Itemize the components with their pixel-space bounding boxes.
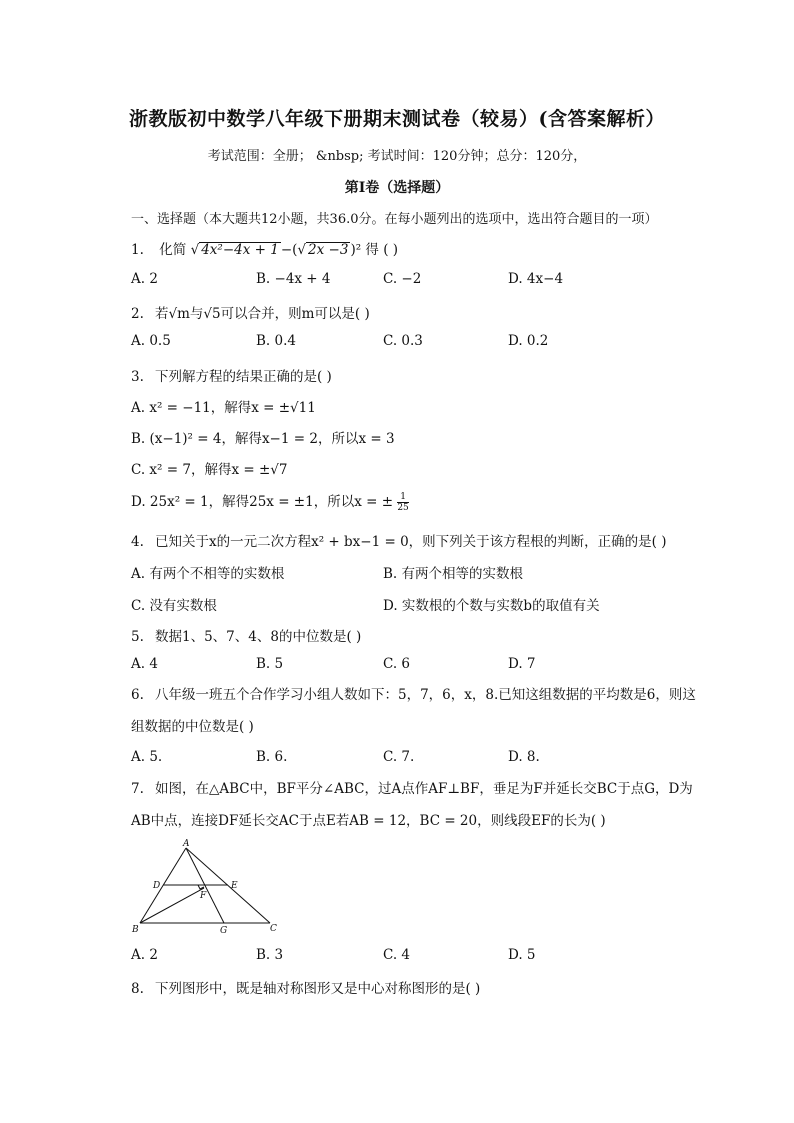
label-b: B [132,925,139,935]
question-5 [131,625,361,645]
option-c: C. −2 [383,271,422,287]
page-title: 浙教版初中数学八年级下册期末测试卷（较易）(含答案解析） [129,108,665,130]
option-c: C. 0.3 [383,333,423,349]
question-stem: 下列解方程的结果正确的是( ) [155,369,332,385]
question-stem-pre: 化简 [159,242,187,258]
question-stem: 下列图形中，既是轴对称图形又是中心对称图形的是( ) [155,981,481,997]
question-number: 3. [131,369,144,385]
question-number: 2. [131,306,144,322]
radical-sign: √ [190,242,200,258]
question-stem-post: 得 ( ) [365,242,399,258]
math-minus: −( [280,242,298,258]
question-stem: 如图，在△ABC中，BF平分∠ABC，过A点作AF⊥BF，垂足为F并延长交BC于点G，D为AB中点，连接DF延长交AC于点E若AB = 12，BC = 20，则线段EF的长为( ) [131,781,693,829]
option-a: A. 4 [131,656,158,672]
option-c: C. 4 [383,947,411,963]
label-d: D [153,881,161,891]
question-stem: 数据1、5、7、4、8的中位数是( ) [155,629,362,645]
option-d: D. 0.2 [508,333,549,349]
label-a: A [183,839,190,849]
option-d: D. 4x−4 [508,271,564,287]
part-heading: 第I卷（选择题） [344,180,450,196]
label-e: E [231,881,238,891]
option-d: D. 实数根的个数与实数b的取值有关 [383,598,600,614]
question-number: 1. [131,242,144,258]
radicand: 4x²−4x + 1 [201,242,279,258]
exam-info: 考试范围：全册； &nbsp; 考试时间：120分钟；总分：120分， [207,149,587,164]
option-a: A. 2 [131,271,158,287]
option-c: C. 6 [383,656,411,672]
option-b: B. 6. [256,749,288,765]
option-b: B. −4x + 4 [256,271,331,287]
option-d-text: D. 25x² = 1，解得25x = ±1，所以x = ± [131,494,394,510]
option-b: B. (x−1)² = 4，解得x−1 = 2，所以x = 3 [131,431,395,447]
question-7 [131,773,701,837]
question-number: 6. [131,687,144,703]
question-6 [131,679,701,743]
option-c: C. 7. [383,749,415,765]
option-a: A. x² = −11，解得x = ±√11 [131,400,316,416]
question-number: 5. [131,629,144,645]
label-c: C [270,924,277,934]
option-c: C. 没有实数根 [131,598,217,614]
option-d [131,490,409,513]
fraction [397,492,408,513]
question-stem: 已知关于x的一元二次方程x² + bx−1 = 0，则下列关于该方程根的判断，正确的是( ) [155,534,667,550]
question-1 [131,238,398,258]
question-number: 8. [131,981,144,997]
fraction-denominator: 25 [397,503,409,513]
option-b: B. 5 [256,656,284,672]
question-4 [131,530,667,550]
label-f: F [200,891,207,901]
radicand: 2x −3 [308,242,349,258]
question-8 [131,977,480,997]
option-a: A. 0.5 [131,333,171,349]
question-2 [131,302,370,322]
option-d: D. 5 [508,947,536,963]
option-b: B. 0.4 [256,333,296,349]
option-d: D. 7 [508,656,536,672]
fraction-numerator: 1 [400,492,406,502]
triangle-figure [128,838,288,938]
option-a: A. 2 [131,947,158,963]
section-heading: 一、选择题（本大题共12小题，共36.0分。在每小题列出的选项中，选出符合题目的一项） [131,212,658,227]
option-c: C. x² = 7，解得x = ±√7 [131,462,288,478]
option-b: B. 3 [256,947,284,963]
radical-sign: √ [297,242,307,258]
question-3 [131,365,332,385]
question-stem: 若√m与√5可以合并，则m可以是( ) [155,306,370,322]
option-b: B. 有两个相等的实数根 [383,566,524,582]
segment-bf [140,888,204,923]
option-a: A. 有两个不相等的实数根 [131,566,285,582]
option-a: A. 5. [131,749,163,765]
label-g: G [220,926,228,936]
question-number: 7. [131,781,144,797]
question-stem: 八年级一班五个合作学习小组人数如下：5，7，6，x，8.已知这组数据的平均数是6，则这组数据的中位数是( ) [131,687,696,735]
math-close: )² [350,242,362,258]
option-d: D. 8. [508,749,540,765]
question-number: 4. [131,534,144,550]
